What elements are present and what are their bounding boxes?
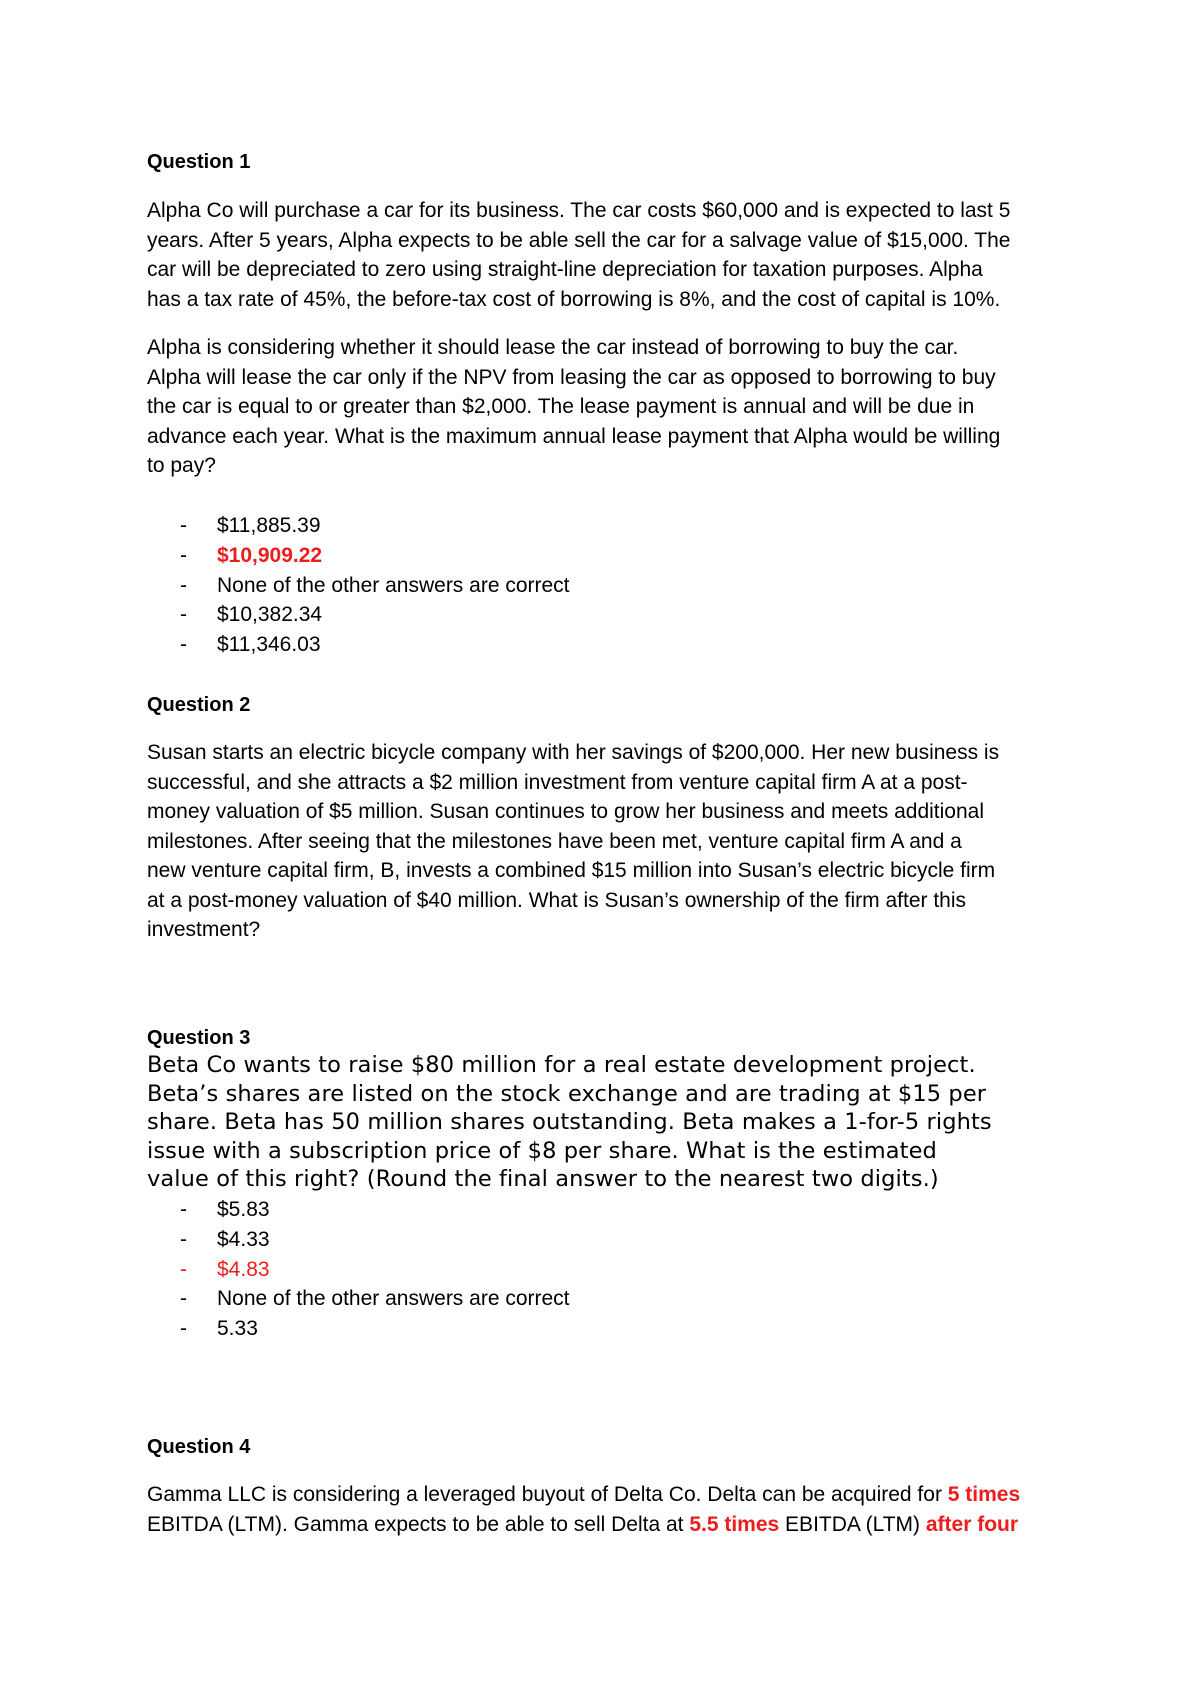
- dash-bullet: -: [180, 1317, 187, 1341]
- text-run: Gamma LLC is considering a leveraged buyout of Delta Co. Delta can be acquired for: [147, 1483, 948, 1506]
- option-text: $11,346.03: [217, 633, 321, 657]
- text-line: at a post-money valuation of $40 million. What is Susan’s ownership of the firm after this: [147, 888, 967, 912]
- answer-option: [180, 1314, 570, 1344]
- text-line: new venture capital firm, B, invests a combined $15 million into Susan’s electric bicycle firm: [147, 859, 996, 882]
- dash-bullet: -: [180, 1198, 187, 1221]
- dash-bullet: -: [180, 633, 187, 657]
- text-line: Beta’s shares are listed on the stock exchange and are trading at $15 per: [147, 1080, 987, 1107]
- text-line: has a tax rate of 45%, the before-tax cost of borrowing is 8%, and the cost of capital is 10%.: [147, 287, 1001, 311]
- answer-option: [180, 511, 570, 541]
- question-1-paragraph-2: [147, 333, 1067, 481]
- text-line: Susan starts an electric bicycle company with her savings of $200,000. Her new business is: [147, 741, 1000, 764]
- text-run: EBITDA (LTM). Gamma expects to be able to sell Delta at: [147, 1512, 690, 1536]
- answer-option: [180, 600, 570, 630]
- question-1-title: Question 1: [147, 151, 251, 173]
- text-line: advance each year. What is the maximum annual lease payment that Alpha would be willing: [147, 424, 1001, 448]
- text-line: car will be depreciated to zero using straight-line depreciation for taxation purposes. Alpha: [147, 258, 983, 281]
- option-text: $4.33: [217, 1227, 270, 1251]
- dash-bullet: -: [180, 603, 187, 627]
- text-line: to pay?: [147, 454, 216, 477]
- answer-option: [180, 1284, 570, 1314]
- question-3-title: Question 3: [147, 1027, 251, 1049]
- answer-option: [180, 1195, 570, 1225]
- option-text: $10,909.22: [217, 543, 323, 567]
- text-line: value of this right? (Round the final answer to the nearest two digits.): [147, 1166, 939, 1192]
- text-line: share. Beta has 50 million shares outstanding. Beta makes a 1-for-5 rights: [147, 1109, 992, 1135]
- question-1-paragraph-1: [147, 196, 1067, 314]
- text-line: Alpha Co will purchase a car for its business. The car costs $60,000 and is expected to last 5: [147, 199, 1011, 222]
- text-line: successful, and she attracts a $2 million investment from venture capital firm A at a post-: [147, 770, 968, 794]
- text-line: money valuation of $5 million. Susan continues to grow her business and meets additional: [147, 800, 984, 823]
- text-line: the car is equal to or greater than $2,000. The lease payment is annual and will be due in: [147, 395, 975, 418]
- option-text: $10,382.34: [217, 603, 323, 627]
- text-line: issue with a subscription price of $8 per share. What is the estimated: [147, 1137, 937, 1164]
- dash-bullet: -: [180, 1287, 187, 1311]
- highlighted-text: 5 times: [947, 1483, 1021, 1506]
- option-text: None of the other answers are correct: [217, 1287, 570, 1311]
- question-2-title: Question 2: [147, 694, 251, 716]
- text-run: EBITDA (LTM): [779, 1512, 926, 1536]
- text-line: [147, 1480, 1067, 1510]
- question-3-paragraph: [147, 1051, 1067, 1194]
- dash-bullet: -: [180, 1227, 187, 1251]
- dash-bullet: -: [180, 514, 187, 537]
- question-3-options: [180, 1195, 570, 1344]
- dash-bullet: -: [180, 573, 187, 597]
- text-line: Alpha will lease the car only if the NPV from leasing the car as opposed to borrowing to buy: [147, 365, 996, 389]
- text-line: years. After 5 years, Alpha expects to be able sell the car for a salvage value of $15,000. The: [147, 228, 1011, 252]
- question-2-paragraph: [147, 738, 1067, 945]
- answer-option-correct: [180, 1255, 570, 1285]
- answer-option: [180, 571, 570, 601]
- answer-option-correct: [180, 541, 570, 571]
- highlighted-text: after four: [925, 1512, 1019, 1536]
- text-line: investment?: [147, 918, 261, 941]
- option-text: None of the other answers are correct: [217, 573, 570, 597]
- option-text: $4.83: [217, 1257, 270, 1281]
- text-line: Beta Co wants to raise $80 million for a real estate development project.: [147, 1052, 976, 1078]
- question-4-paragraph: [147, 1480, 1067, 1539]
- dash-bullet: -: [180, 543, 187, 567]
- text-line: Alpha is considering whether it should lease the car instead of borrowing to buy the car.: [147, 336, 959, 359]
- highlighted-text: 5.5 times: [689, 1512, 780, 1536]
- text-line: [147, 1510, 1067, 1540]
- answer-option: [180, 1225, 570, 1255]
- question-1-options: [180, 511, 570, 660]
- text-line: milestones. After seeing that the milestones have been met, venture capital firm A and a: [147, 829, 962, 853]
- option-text: $5.83: [217, 1198, 270, 1221]
- dash-bullet: -: [180, 1257, 187, 1281]
- question-4-title: Question 4: [147, 1436, 251, 1458]
- answer-option: [180, 630, 570, 660]
- option-text: $11,885.39: [217, 514, 321, 537]
- option-text: 5.33: [217, 1317, 258, 1341]
